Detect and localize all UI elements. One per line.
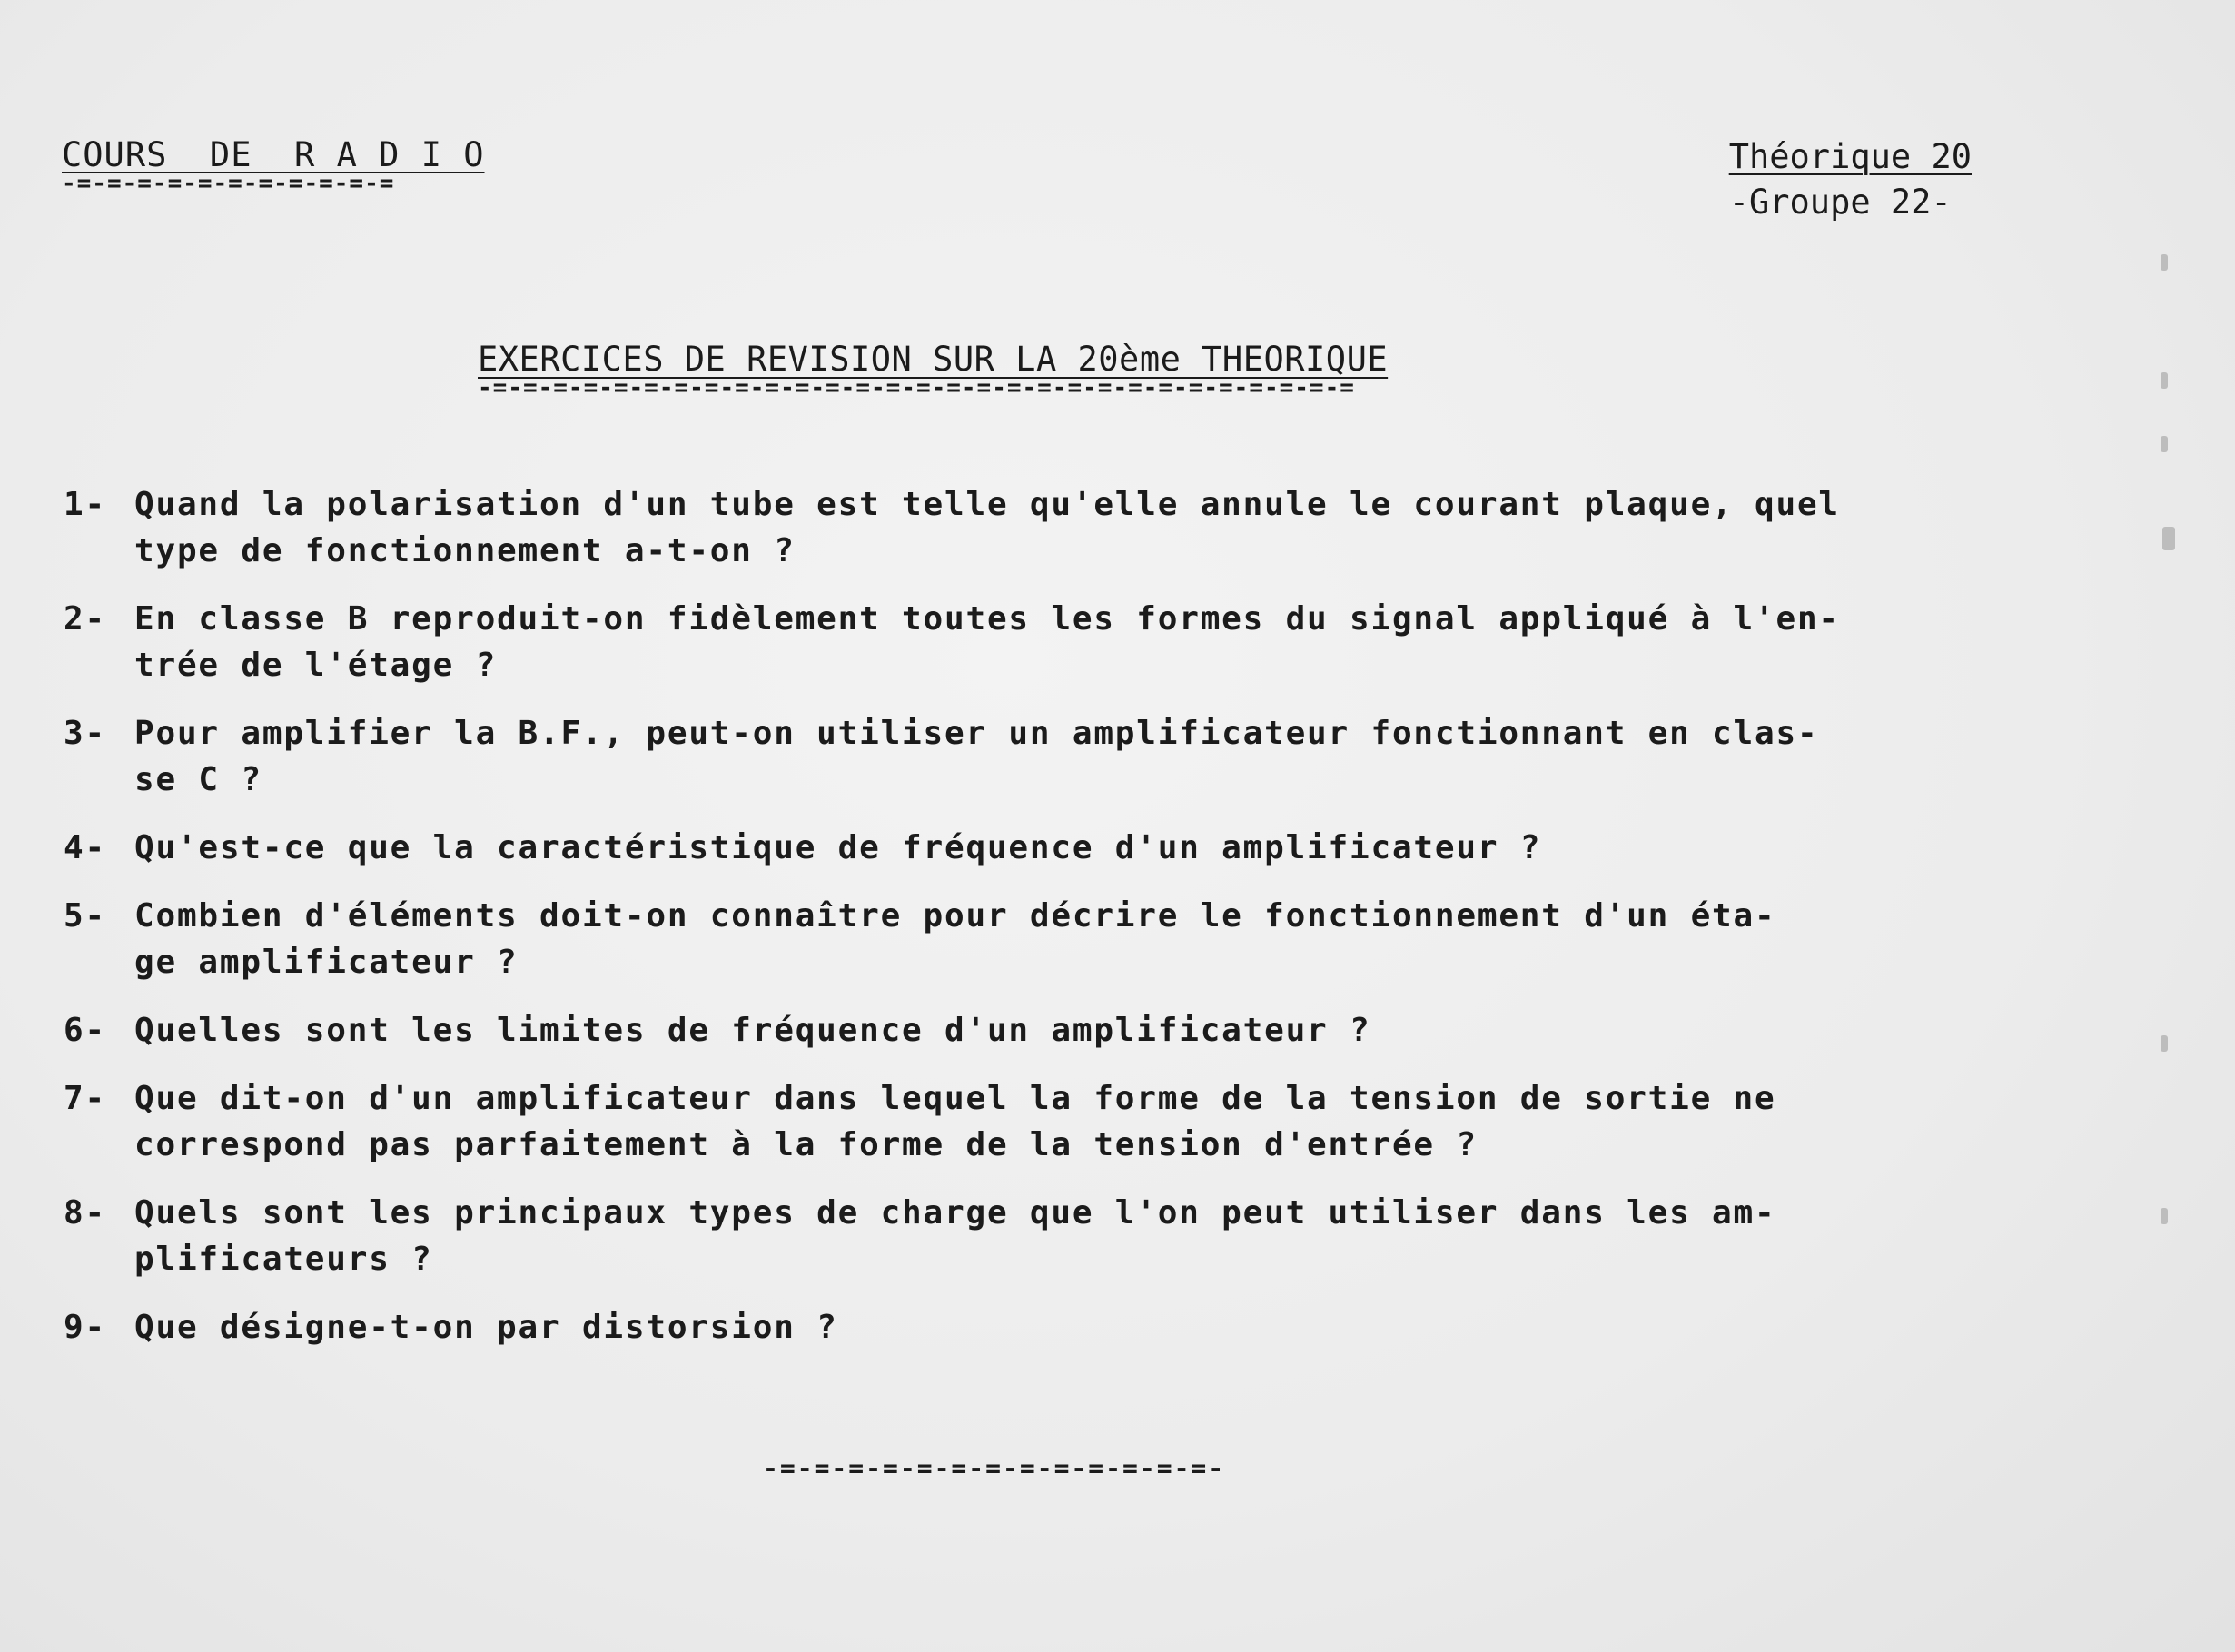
question-number: 9- (64, 1309, 106, 1346)
binder-hole-mark (2161, 1208, 2168, 1224)
course-title: COURS DE R A D I O (62, 135, 485, 174)
theory-header (1729, 134, 1972, 225)
group-label: -Groupe 22- (1728, 183, 1952, 222)
course-title-deco: -=-=-=-=-=-=-=-=-=-=-= (62, 170, 395, 197)
question-item (64, 825, 2007, 871)
course-header (62, 135, 485, 197)
question-text: Pour amplifier la B.F., peut-on utiliser un amplificateur fonctionnant en clas- se C ? (134, 715, 1819, 798)
question-number: 8- (64, 1194, 106, 1232)
question-text: Quels sont les principaux types de charge que l'on peut utiliser dans les am- plificateurs ? (134, 1194, 1776, 1278)
question-text: Qu'est-ce que la caractéristique de fréquence d'un amplificateur ? (134, 829, 1542, 866)
question-item (64, 1007, 2007, 1054)
question-text: Que désigne-t-on par distorsion ? (134, 1309, 838, 1346)
question-item (64, 1075, 2007, 1168)
question-number: 4- (64, 829, 106, 866)
question-number: 1- (64, 486, 106, 523)
question-number: 6- (64, 1012, 106, 1049)
question-number: 5- (64, 897, 106, 935)
binder-hole-mark (2161, 254, 2168, 271)
question-text: Quand la polarisation d'un tube est telle qu'elle annule le courant plaque, quel type de fonctionnement a-t-on ? (134, 486, 1840, 569)
binder-hole-mark (2162, 527, 2175, 550)
question-text: Quelles sont les limites de fréquence d'un amplificateur ? (134, 1012, 1371, 1049)
question-item (64, 1304, 2007, 1350)
page-title-text: EXERCICES DE REVISION SUR LA 20ème THEORIQUE (478, 340, 1389, 379)
question-text: Que dit-on d'un amplificateur dans lequel la forme de la tension de sortie ne correspond pas parfaitement à la forme de la tension d'entrée ? (134, 1080, 1776, 1163)
question-number: 3- (64, 715, 106, 752)
question-number: 2- (64, 600, 106, 638)
scan-edge-marks (2126, 0, 2235, 1652)
question-list (64, 481, 2007, 1372)
question-item (64, 710, 2007, 803)
page-title (478, 340, 1389, 401)
binder-hole-mark (2161, 372, 2168, 389)
question-text: Combien d'éléments doit-on connaître pour décrire le fonctionnement d'un éta- ge amplificateur ? (134, 897, 1776, 981)
question-item (64, 481, 2007, 574)
question-item (64, 893, 2007, 985)
question-number: 7- (64, 1080, 106, 1117)
binder-hole-mark (2161, 1035, 2168, 1052)
footer-divider: -=-=-=-=-=-=-=-=-=-=-=-=-=- (763, 1453, 1226, 1483)
question-item (64, 596, 2007, 688)
question-text: En classe B reproduit-on fidèlement toutes les formes du signal appliqué à l'en- trée de l'étage ? (134, 600, 1840, 684)
question-item (64, 1190, 2007, 1282)
page-title-deco: -=-=-=-=-=-=-=-=-=-=-=-=-=-=-=-=-=-=-=-=-=-=-=-=-=-=-=-=-= (478, 374, 1355, 401)
theory-label: Théorique 20 (1728, 137, 1972, 176)
binder-hole-mark (2161, 436, 2168, 452)
